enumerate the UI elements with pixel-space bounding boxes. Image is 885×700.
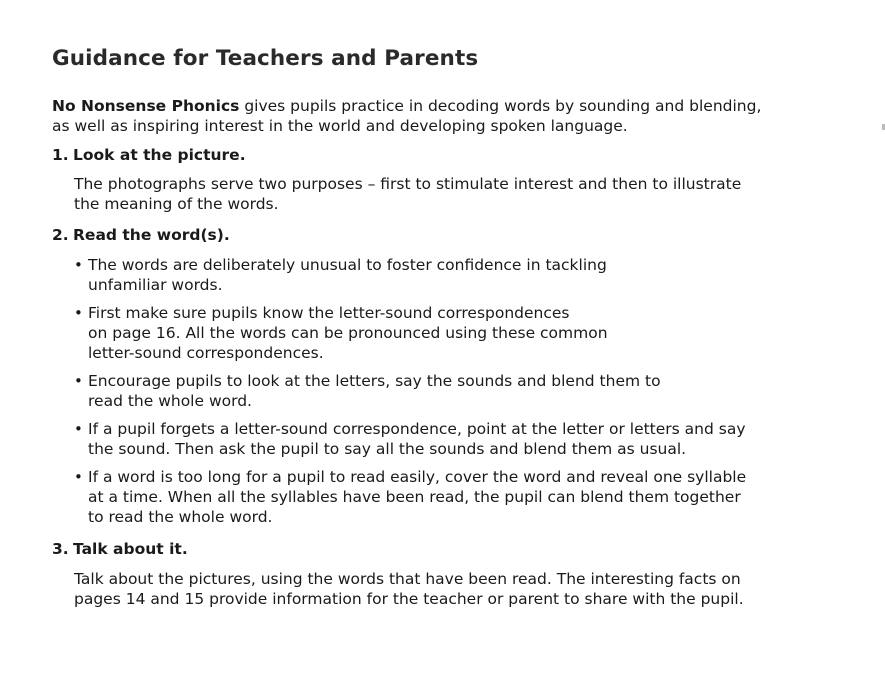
- bullet-3-line-2: read the whole word.: [88, 392, 252, 410]
- bullet-2-line-3: letter-sound correspondences.: [88, 344, 324, 362]
- section-2-heading: [52, 226, 230, 244]
- bullet-item-4: [74, 419, 774, 459]
- bullet-item-5-text: [88, 467, 774, 527]
- bullet-5-line-1: If a word is too long for a pupil to read easily, cover the word and reveal one syllable: [88, 468, 747, 486]
- section-3-body-line-2: pages 14 and 15 provide information for the teacher or parent to share with the pupil.: [74, 590, 744, 608]
- bullet-item-3-text: [88, 371, 774, 411]
- brand-name: No Nonsense Phonics: [52, 97, 240, 115]
- bullet-1-line-2: unfamiliar words.: [88, 276, 223, 294]
- section-1-number: 1.: [52, 146, 69, 164]
- intro-line-1: [52, 96, 792, 116]
- bullet-4-line-1: If a pupil forgets a letter-sound correspondence, point at the letter or letters and say: [88, 420, 746, 438]
- section-2-title: Read the word(s).: [73, 226, 230, 244]
- bullet-item-1: [74, 255, 774, 295]
- bullet-item-3: [74, 371, 774, 411]
- bullet-item-2: [74, 303, 774, 363]
- bullet-dot-icon: •: [74, 304, 83, 322]
- section-3-number: 3.: [52, 540, 69, 558]
- bullet-4-line-2: the sound. Then ask the pupil to say all the sounds and blend them as usual.: [88, 440, 687, 458]
- bullet-5-line-2: at a time. When all the syllables have been read, the pupil can blend them together: [88, 488, 741, 506]
- page-title: Guidance for Teachers and Parents: [52, 46, 479, 71]
- bullet-dot-icon: •: [74, 256, 83, 274]
- intro-line-1-text: gives pupils practice in decoding words by sounding and blending,: [239, 97, 762, 115]
- section-1-title: Look at the picture.: [73, 146, 246, 164]
- section-3-body-line-1: Talk about the pictures, using the words that have been read. The interesting facts on: [74, 570, 741, 588]
- bullet-item-1-text: [88, 255, 774, 295]
- bullet-item-4-text: [88, 419, 774, 459]
- bullet-dot-icon: •: [74, 420, 83, 438]
- section-3-title: Talk about it.: [73, 540, 188, 558]
- bullet-3-line-1: Encourage pupils to look at the letters, say the sounds and blend them to: [88, 372, 661, 390]
- bullet-1-line-1: The words are deliberately unusual to foster confidence in tackling: [88, 256, 607, 274]
- bullet-dot-icon: •: [74, 468, 83, 486]
- section-1-heading: [52, 146, 246, 164]
- section-3-body: [74, 569, 794, 609]
- bullet-2-line-2: on page 16. All the words can be pronounced using these common: [88, 324, 608, 342]
- intro-line-2: as well as inspiring interest in the world and developing spoken language.: [52, 117, 628, 135]
- bullet-dot-icon: •: [74, 372, 83, 390]
- section-1-body-line-1: The photographs serve two purposes – first to stimulate interest and then to illustrate: [74, 175, 742, 193]
- section-3-heading: [52, 540, 188, 558]
- section-1-body: [74, 174, 794, 214]
- bullet-item-2-text: [88, 303, 774, 363]
- bullet-item-5: [74, 467, 774, 527]
- section-2-number: 2.: [52, 226, 69, 244]
- bullet-5-line-3: to read the whole word.: [88, 508, 273, 526]
- bullet-2-line-1: First make sure pupils know the letter-sound correspondences: [88, 304, 570, 322]
- intro-paragraph: [52, 96, 792, 136]
- section-1-body-line-2: the meaning of the words.: [74, 195, 279, 213]
